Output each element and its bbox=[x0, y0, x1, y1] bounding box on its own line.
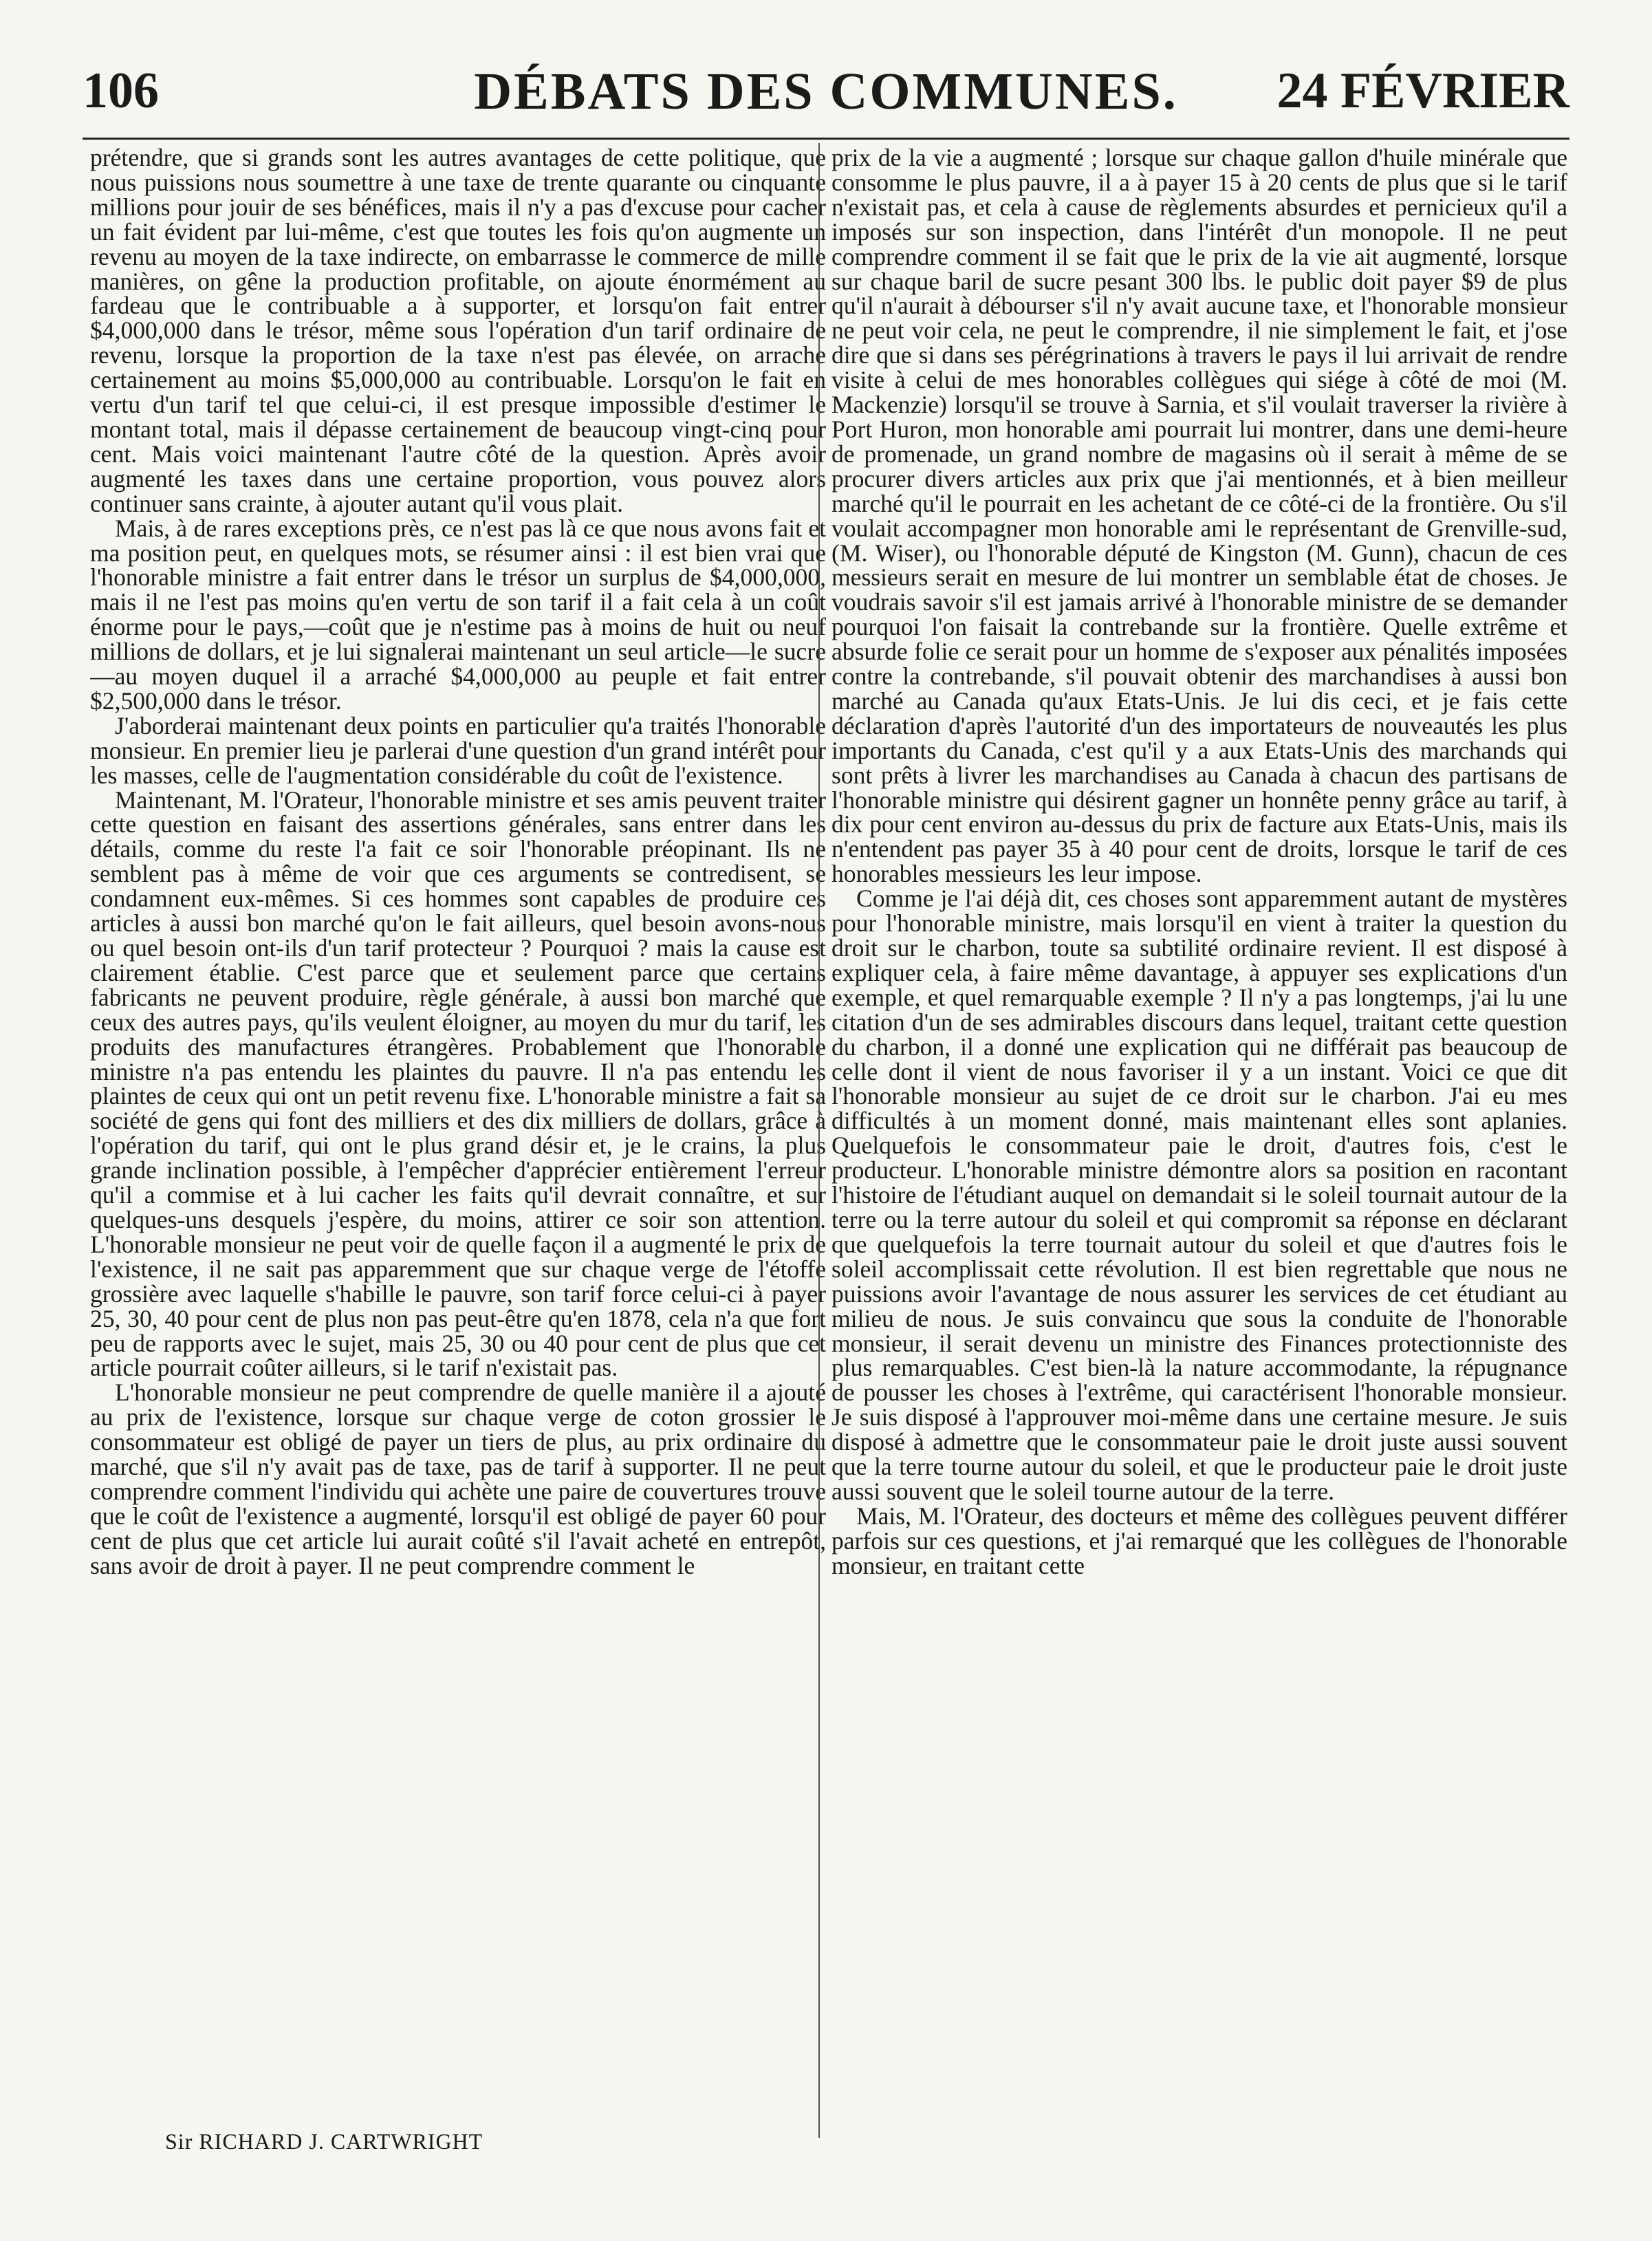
column-divider bbox=[818, 143, 820, 2138]
paragraph: L'honorable monsieur ne peut comprendre de quelle manière il a ajouté au prix de l'existence, lorsque sur chaque verge de coton grossier le consommateur est obligé de payer un tiers de plus, au prix ordinaire du marché, que s'il n'y avait pas de taxe, pas de tarif à supporter. Il ne peut comprendre comment l'individu qui achète une paire de couvertures trouve que le coût de l'existence a augmenté, lorsqu'il est obligé de payer 60 pour cent de plus que cet article lui aurait coûté s'il l'avait acheté en entrepôt, sans avoir de droit à payer. Il ne peut comprendre comment le bbox=[90, 1378, 826, 1579]
page-header bbox=[0, 0, 1652, 138]
paragraph: Maintenant, M. l'Orateur, l'honorable ministre et ses amis peuvent traiter cette question en faisant des assertions générales, sans entrer dans les détails, comme du reste l'a fait ce soir l'honorable préopinant. Ils ne semblent pas à même de voir que ces arguments se contredisent, se condamnent eux-mêmes. Si ces hommes sont capables de produire ces articles à aussi bon marché qu'on le fait ailleurs, quel besoin avons-nous ou quel besoin ont-ils d'un tarif protecteur ? Pourquoi ? mais la cause est clairement établie. C'est parce que et seulement parce que certains fabricants ne peuvent produire, règle générale, à aussi bon marché que ceux des autres pays, qu'ils veulent éloigner, au moyen du mur du tarif, les produits des manufactures étrangères. Probablement que l'honorable ministre n'a pas entendu les plaintes du pauvre. Il n'a pas entendu les plaintes de ceux qui ont un petit revenu fixe. L'honorable ministre a fait sa société de gens qui font des milliers et des dix milliers de dollars, grâce à l'opération du tarif, qui ont le plus grand désir et, je le crains, la plus grande inclination possible, à l'empêcher d'apprécier entièrement l'erreur qu'il a commise et à lui cacher les faits qu'il devrait connaître, et sur quelques-uns desquels j'espère, du moins, attirer ce soir son attention. L'honorable monsieur ne peut voir de quelle façon il a augmenté le prix de l'existence, il ne sait pas apparemment que sur chaque verge de l'étoffe grossière avec laquelle s'habille le pauvre, son tarif force celui-ci à payer 25, 30, 40 pour cent de plus non pas peut-être qu'en 1878, cela n'a que fort peu de rapports avec le sujet, mais 25, 30 ou 40 pour cent de plus que cet article pourrait coûter ailleurs, si le tarif n'existait pas. bbox=[90, 786, 826, 1382]
paragraph: prétendre, que si grands sont les autres avantages de cette politique, que nous puissions nous soumettre à une taxe de trente quarante ou cinquante millions pour jouir de ses bénéfices, mais il n'y a pas d'excuse pour cacher un fait évident par lui-même, c'est que toutes les fois qu'on augmente un revenu au moyen de la taxe indirecte, on embarrasse le commerce de mille manières, on gêne la production profitable, on ajoute énormément au fardeau que le contribuable a à supporter, et lorsqu'on fait entrer $4,000,000 dans le trésor, même sous l'opération d'un tarif ordinaire de revenu, lorsque la proportion de la taxe n'est pas élevée, on arrache certainement au moins $5,000,000 au contribuable. Lorsqu'on le fait en vertu d'un tarif tel que celui-ci, il est presque impossible d'estimer le montant total, mais il dépasse certainement de beaucoup vingt-cinq pour cent. Mais voici maintenant l'autre côté de la question. Après avoir augmenté les taxes dans une certaine proportion, vous pouvez alors continuer sans crainte, à ajouter autant qu'il vous plait. bbox=[90, 146, 826, 517]
left-column bbox=[90, 146, 826, 2127]
paragraph: Comme je l'ai déjà dit, ces choses sont apparemment autant de mystères pour l'honorable ministre, mais lorsqu'il en vient à traiter la question du droit sur le charbon, toute sa subtilité ordinaire revient. Il est disposé à expliquer cela, à faire même davantage, à appuyer ses explications d'un exemple, et quel remarquable exemple ? Il n'y a pas longtemps, j'ai lu une citation d'un de ses admirables discours dans lequel, traitant cette question du charbon, il a donné une explication qui ne différait pas beaucoup de celle dont il vient de nous favoriser il y a un instant. Voici ce que dit l'honorable monsieur au sujet de ce droit sur le charbon. J'ai eu mes difficultés à un moment donné, mais maintenant elles sont aplanies. Quelquefois le consommateur paie le droit, d'autres fois, c'est le producteur. L'honorable ministre démontre alors sa position en racontant l'histoire de l'étudiant auquel on demandait si le soleil tournait autour de la terre ou la terre autour du soleil et qui compromit sa réponse en déclarant que quelquefois la terre tournait autour du soleil et que d'autres fois le soleil accomplissait cette révolution. Il est bien regrettable que nous ne puissions avoir l'avantage de nous assurer les services de cet étudiant au milieu de nous. Je suis convaincu que sous la conduite de l'honorable monsieur, il serait devenu un ministre des Finances protectionniste des plus remarquables. C'est bien-là la nature accommodante, la répugnance de pousser les choses à l'extrême, qui caractérisent l'honorable monsieur. Je suis disposé à l'approuver moi-même dans une certaine mesure. Je suis disposé à admettre que le consommateur paie le droit juste aussi souvent que la terre tourne autour du soleil, et que le producteur paie le droit juste aussi souvent que le soleil tourne autour de la terre. bbox=[832, 885, 1567, 1505]
paragraph: Mais, à de rares exceptions près, ce n'est pas là ce que nous avons fait et ma position peut, en quelques mots, se résumer ainsi : il est bien vrai que l'honorable ministre a fait entrer dans le trésor un surplus de $4,000,000, mais il ne l'est pas moins qu'en vertu de son tarif il a fait cela à un coût énorme pour le pays,—coût que je n'estime pas à moins de huit ou neuf millions de dollars, et je lui signalerai maintenant un seul article—le sucre—au moyen duquel il a arraché $4,000,000 au peuple et fait entrer $2,500,000 dans le trésor. bbox=[90, 514, 826, 715]
header-date: 24 FÉVRIER bbox=[1276, 63, 1569, 119]
speaker-footer: Sir RICHARD J. CARTWRIGHT bbox=[165, 2129, 483, 2154]
right-column bbox=[832, 146, 1567, 2127]
header-rule bbox=[83, 138, 1569, 140]
running-title: DÉBATS DES COMMUNES. bbox=[474, 63, 1178, 120]
paragraph: prix de la vie a augmenté ; lorsque sur chaque gallon d'huile minérale que consomme le plus pauvre, il a à payer 15 à 20 cents de plus que si le tarif n'existait pas, et cela à cause de règlements absurdes et pernicieux qu'il a imposés sur son inspection, dans l'intérêt d'un monopole. Il ne peut comprendre comment il se fait que le prix de la vie ait augmenté, lorsque sur chaque baril de sucre pesant 300 lbs. le public doit payer $9 de plus qu'il n'aurait à débourser s'il n'y avait aucune taxe, et l'honorable monsieur ne peut voir cela, ne peut le comprendre, il nie simplement le fait, et j'ose dire que si dans ses pérégrinations à travers le pays il lui arrivait de rendre visite à celui de mes honorables collègues qui siége à côté de moi (M. Mackenzie) lorsqu'il se trouve à Sarnia, et s'il voulait traverser la rivière à Port Huron, mon honorable ami pourrait lui montrer, dans une demi-heure de promenade, un grand nombre de magasins où il serait à même de se procurer divers articles aux prix que j'ai mentionnés, et à bien meilleur marché qu'il le pourrait en les achetant de ce côté-ci de la frontière. Ou s'il voulait accompagner mon honorable ami le représentant de Grenville-sud, (M. Wiser), ou l'honorable député de Kingston (M. Gunn), chacun de ces messieurs serait en mesure de lui montrer un semblable état de choses. Je voudrais savoir s'il est jamais arrivé à l'honorable ministre de se demander pourquoi l'on faisait la contrebande sur la frontière. Quelle extrême et absurde folie ce serait pour un homme de s'exposer aux pénalités imposées contre la contrebande, s'il pouvait obtenir des marchandises à aussi bon marché au Canada qu'aux Etats-Unis. Je lui dis ceci, et je fais cette déclaration d'après l'autorité d'un des importateurs de nouveautés les plus importants du Canada, c'est qu'il y a aux Etats-Unis des marchands qui sont prêts à livrer les marchandises au Canada à chacun des partisans de l'honorable ministre qui désirent gagner un honnête penny grâce au tarif, à dix pour cent environ au-dessus du prix de facture aux Etats-Unis, mais ils n'entendent pas payer 35 à 40 pour cent de droits, lorsque le tarif de ces honorables messieurs les leur impose. bbox=[832, 146, 1567, 888]
paragraph: J'aborderai maintenant deux points en particulier qu'a traités l'honorable monsieur. En premier lieu je parlerai d'une question d'un grand intérêt pour les masses, celle de l'augmentation considérable du coût de l'existence. bbox=[90, 711, 826, 789]
paragraph: Mais, M. l'Orateur, des docteurs et même des collègues peuvent différer parfois sur ces questions, et j'ai remarqué que les collègues de l'honorable monsieur, en traitant cette bbox=[832, 1502, 1567, 1579]
page-number: 106 bbox=[83, 63, 159, 119]
